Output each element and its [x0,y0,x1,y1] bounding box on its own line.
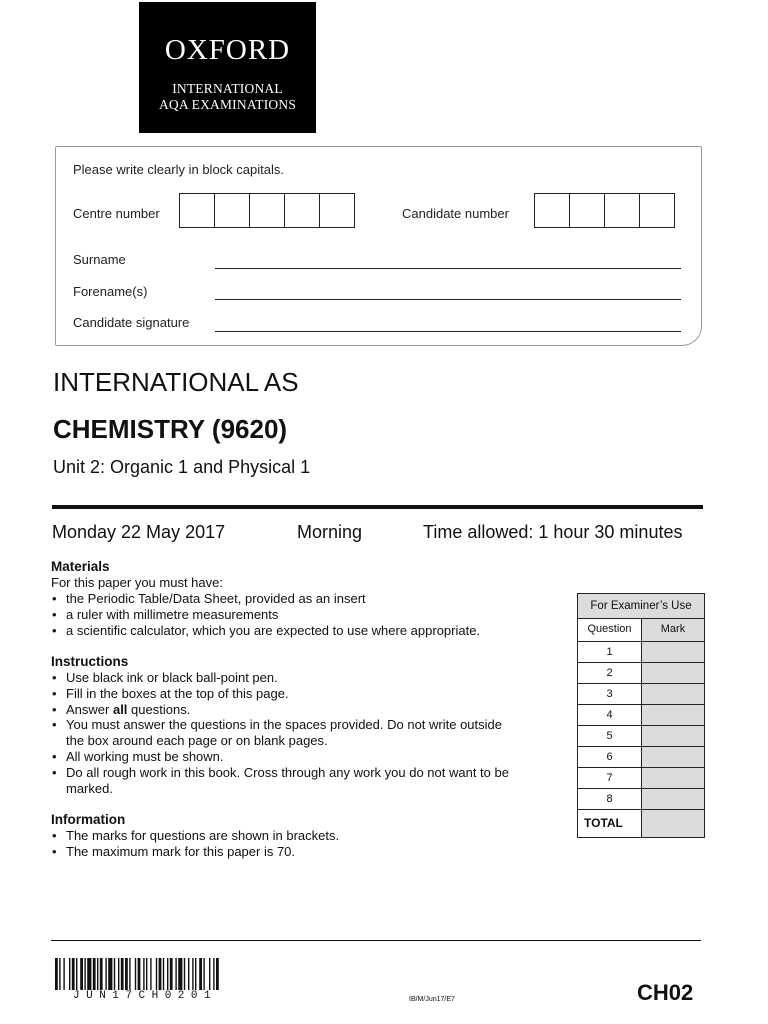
barcode-bar [188,958,189,990]
question-number: 1 [578,642,642,662]
barcode-bar [199,958,202,990]
unit-title: Unit 2: Organic 1 and Physical 1 [53,457,311,477]
candidate-number-digit[interactable] [639,193,675,228]
barcode-bar [69,958,70,990]
question-number: 8 [578,789,642,809]
mark-cell [642,663,704,683]
barcode-bar [80,958,83,990]
mark-cell [642,642,704,662]
centre-number-digit[interactable] [284,193,320,228]
materials-item: • a ruler with millimetre measurements [51,607,551,623]
candidate-number-digit[interactable] [569,193,605,228]
examiner-table-header-row [578,619,704,642]
barcode-bar [135,958,136,990]
mark-cell [642,747,704,767]
examiner-use-table [577,593,705,838]
exam-session: Morning [297,522,363,542]
barcode-text: JUN17CH0201 [73,990,218,1002]
centre-number-digit[interactable] [214,193,250,228]
barcode-bar [178,958,182,990]
barcode-bar [170,958,173,990]
barcode-bar [118,958,119,990]
barcode-bar [105,958,106,990]
barcode-bar [76,958,77,990]
answer-all-emphasis: all [112,701,128,717]
materials-list [51,591,551,638]
mark-cell [642,684,704,704]
mark-cell [642,789,704,809]
examiner-table-title: For Examiner’s Use [578,594,704,619]
table-row [578,684,704,705]
mark-cell [642,726,704,746]
table-row [578,642,704,663]
mark-cell [642,705,704,725]
table-row [578,663,704,684]
question-number: 7 [578,768,642,788]
barcode-bar [93,958,96,990]
instructions-item: • Use black ink or black ball-point pen. [51,670,521,686]
barcode-bar [87,958,91,990]
centre-number-digit[interactable] [319,193,355,228]
forename-label: Forename(s) [73,284,148,299]
barcode-bar [159,958,162,990]
table-row [578,726,704,747]
logo-line-international: INTERNATIONAL [172,81,283,96]
question-number: 2 [578,663,642,683]
barcode-bar [121,958,124,990]
barcode-bar [195,958,196,990]
information-item: • The marks for questions are shown in brackets. [51,828,521,844]
table-row [578,789,704,810]
barcode-graphic [55,958,283,990]
oxford-aqa-logo [139,2,316,133]
barcode-bar [216,958,219,990]
question-number: 6 [578,747,642,767]
centre-number-boxes[interactable] [179,193,355,228]
barcode-bar [163,958,164,990]
barcode-bar [184,958,185,990]
barcode-bar [213,958,214,990]
barcode-bar [138,958,141,990]
barcode-bar [84,958,85,990]
mark-cell [642,768,704,788]
total-mark-cell [642,810,704,837]
instructions-item: • You must answer the questions in the spaces provided. Do not write outside the box around each page or on blank pages. [51,717,521,749]
instructions-item: • Do all rough work in this book. Cross through any work you do not want to be marked. [51,765,521,797]
barcode-bar [114,958,115,990]
answer-suffix: questions. [127,701,191,717]
paper-code: CH02 [637,980,694,1005]
barcode-bar [129,958,130,990]
barcode-bar [156,958,157,990]
header-divider [52,505,703,509]
candidate-number-boxes[interactable] [534,193,675,228]
block-capitals-instruction: Please write clearly in block capitals. [73,162,284,177]
barcode-bar [150,958,151,990]
instructions-item [51,702,521,718]
surname-label: Surname [73,252,126,267]
barcode-bar [125,958,128,990]
barcode-bar [143,958,144,990]
candidate-number-label: Candidate number [402,206,509,221]
barcode-bar [192,958,193,990]
centre-number-digit[interactable] [249,193,285,228]
barcode-bar [59,958,60,990]
barcode-bar [55,958,58,990]
paper-reference: IB/M/Jun17/E7 [409,996,455,1003]
surname-line[interactable] [215,268,681,269]
time-allowed: Time allowed: 1 hour 30 minutes [423,522,683,542]
materials-item: • the Periodic Table/Data Sheet, provided as an insert [51,591,551,607]
barcode-bar [175,958,176,990]
mark-column-header: Mark [642,619,704,641]
barcode-bar [146,958,147,990]
information-item: • The maximum mark for this paper is 70. [51,844,521,860]
instructions-heading: Instructions [51,654,129,669]
barcode-bar [167,958,168,990]
information-heading: Information [51,812,126,827]
barcode-bar [209,958,210,990]
barcode-bar [97,958,98,990]
instructions-item: • Fill in the boxes at the top of this page. [51,686,521,702]
logo-line-oxford: OXFORD [164,34,291,66]
centre-number-digit[interactable] [179,193,215,228]
signature-line[interactable] [215,331,681,332]
materials-item: • a scientific calculator, which you are expected to use where appropriate. [51,623,551,639]
question-number: 4 [578,705,642,725]
barcode-bar [63,958,64,990]
barcode-bar [203,958,204,990]
logo-line-aqa: AQA EXAMINATIONS [158,97,297,112]
candidate-number-digit[interactable] [534,193,570,228]
table-row [578,747,704,768]
exam-date: Monday 22 May 2017 [52,522,226,542]
barcode-bar [100,958,103,990]
total-row [578,810,704,837]
table-row [578,768,704,789]
answer-prefix: Answer [66,701,113,717]
information-list [51,828,521,860]
materials-heading: Materials [51,559,110,574]
question-column-header: Question [578,619,642,641]
barcode-bar [72,958,75,990]
instructions-list [51,670,521,796]
footer-divider [51,940,701,941]
materials-intro: For this paper you must have: [51,575,223,590]
question-number: 3 [578,684,642,704]
total-label: TOTAL [578,810,642,837]
subject-title: CHEMISTRY (9620) [53,414,288,444]
question-number: 5 [578,726,642,746]
centre-number-label: Centre number [73,206,160,221]
table-row [578,705,704,726]
instructions-item: • All working must be shown. [51,749,521,765]
signature-label: Candidate signature [73,315,190,330]
forename-line[interactable] [215,299,681,300]
candidate-number-digit[interactable] [604,193,640,228]
barcode-bar [108,958,112,990]
qualification-title: INTERNATIONAL AS [53,367,299,397]
